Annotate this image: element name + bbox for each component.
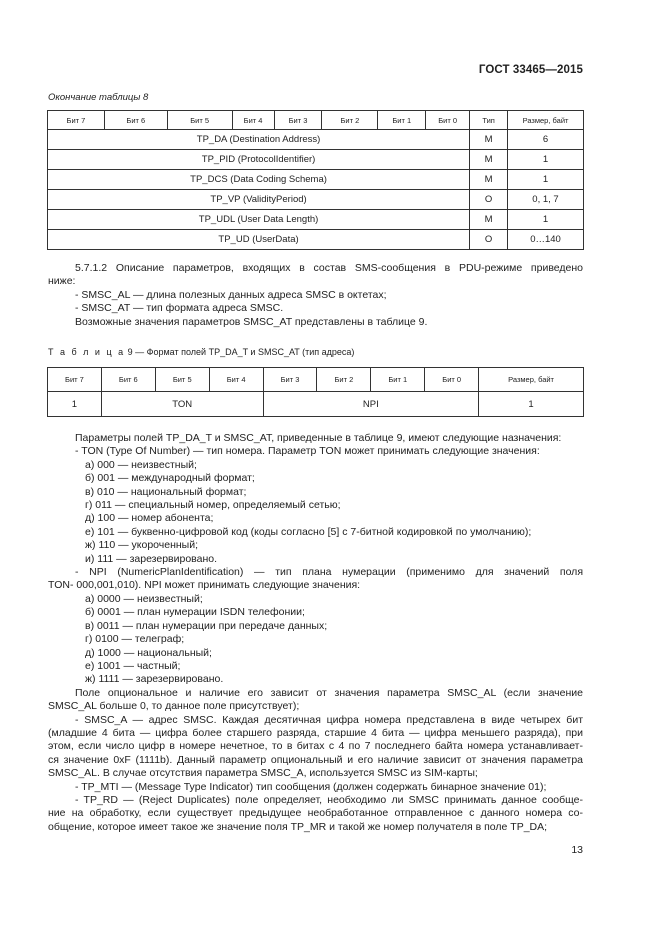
type-cell: M <box>470 210 508 230</box>
list-item: д) 100 — номер абонента; <box>85 512 214 525</box>
paragraph-line: общение, которое имеет такое же значение поля TP_MR и такой же номер получателя в поле TP_DA; <box>48 820 548 833</box>
table-header-row <box>48 111 584 130</box>
paragraph-line: ниже: <box>48 275 76 288</box>
table-row <box>48 210 584 230</box>
header-cell: Бит 6 <box>101 368 155 392</box>
list-item: в) 0011 — план нумерации при передаче данных; <box>85 619 328 632</box>
size-cell: 1 <box>479 392 584 417</box>
header-cell: Тип <box>470 111 508 130</box>
size-cell: 1 <box>508 170 584 190</box>
field-name-cell: TP_VP (ValidityPeriod) <box>48 190 470 210</box>
type-cell: M <box>470 150 508 170</box>
header-cell: Бит 3 <box>263 368 317 392</box>
table8-caption: Окончание таблицы 8 <box>48 92 149 103</box>
list-item: - SMSC_AT — тип формата адреса SMSC. <box>75 302 284 315</box>
table-9 <box>47 367 584 417</box>
list-item: б) 001 — международный формат; <box>85 472 255 485</box>
table9-caption <box>48 347 354 357</box>
header-cell: Бит 3 <box>274 111 322 130</box>
paragraph-line: этом, если число цифр в номере нечетное, то в битах с 4 по 7 последнего байта номера устанавливает- <box>48 740 583 753</box>
paragraph-line: 5.7.1.2 Описание параметров, входящих в состав SMS-сообщения в PDU-режиме приведено <box>75 262 583 274</box>
paragraph-line: SMSC_AL больше 0, то данное поле присутствует); <box>48 700 300 713</box>
list-item: а) 000 — неизвестный; <box>85 458 197 471</box>
type-cell: M <box>470 170 508 190</box>
size-cell: 0, 1, 7 <box>508 190 584 210</box>
paragraph-line: ние на обработку, если существует предыдущее необработанное отправленное с данного номера со- <box>48 807 583 820</box>
document-id: ГОСТ 33465—2015 <box>478 64 583 76</box>
field-name-cell: TP_DCS (Data Coding Schema) <box>48 170 470 190</box>
size-cell: 0…140 <box>508 230 584 250</box>
table-row <box>48 230 584 250</box>
paragraph-line: - SMSC_A — адрес SMSC. Каждая десятичная цифра номера представлена в виде четырех бит <box>75 713 583 726</box>
header-cell: Бит 2 <box>317 368 371 392</box>
paragraph-line: TON- 000,001,010). NPI может принимать следующие значения: <box>48 579 361 592</box>
type-cell: O <box>470 230 508 250</box>
paragraph-line: ся значение 0xF (1111b). Данный параметр опциональный и его наличие зависит от значения параметра <box>48 753 583 766</box>
table-row <box>48 150 584 170</box>
paragraph-line: - TP_RD — (Reject Duplicates) поле определяет, необходимо ли SMSC принимать данное сообще- <box>75 793 583 806</box>
list-item: и) 111 — зарезервировано. <box>85 552 218 565</box>
table-row <box>48 392 584 417</box>
type-cell: M <box>470 130 508 150</box>
list-item: д) 1000 — национальный; <box>85 646 212 659</box>
header-cell: Бит 4 <box>209 368 263 392</box>
header-cell: Бит 5 <box>155 368 209 392</box>
page-number: 13 <box>571 844 583 856</box>
list-item: г) 011 — специальный номер, определяемый сетью; <box>85 499 341 512</box>
size-cell: 1 <box>508 150 584 170</box>
header-cell: Бит 6 <box>104 111 167 130</box>
list-item: а) 0000 — неизвестный; <box>85 592 203 605</box>
list-item: ж) 1111 — зарезервировано. <box>85 673 224 686</box>
table-row <box>48 190 584 210</box>
ton-cell: TON <box>101 392 263 417</box>
field-name-cell: TP_PID (ProtocolIdentifier) <box>48 150 470 170</box>
header-cell: Бит 1 <box>378 111 426 130</box>
table9-caption-prefix: Т а б л и ц а <box>48 347 126 357</box>
header-cell: Бит 5 <box>167 111 232 130</box>
body-text <box>48 432 583 834</box>
section-5-7-1-2 <box>48 262 583 329</box>
header-cell: Бит 0 <box>425 368 479 392</box>
list-item: е) 101 — буквенно-цифровой код (коды согласно [5] с 7-битной кодировкой по умолчанию); <box>85 525 532 538</box>
paragraph-line: Параметры полей TP_DA_T и SMSC_AT, приведенные в таблице 9, имеют следующие назначения: <box>75 432 562 444</box>
list-item: - TON (Type Of Number) — тип номера. Параметр TON может принимать следующие значения: <box>75 445 540 458</box>
list-item: - SMSC_AL — длина полезных данных адреса SMSC в октетах; <box>75 288 387 301</box>
paragraph-line: (младшие 4 бита — цифра более старшего разряда, старшие 4 бита — цифра меньшего разряда), при <box>48 726 583 739</box>
npi-cell: NPI <box>263 392 479 417</box>
size-cell: 1 <box>508 210 584 230</box>
header-cell: Бит 4 <box>232 111 274 130</box>
list-item: б) 0001 — план нумерации ISDN телефонии; <box>85 606 305 619</box>
list-item: в) 010 — национальный формат; <box>85 485 247 498</box>
table-header-row <box>48 368 584 392</box>
paragraph-line: - TP_MTI — (Message Type Indicator) тип сообщения (должен содержать бинарное значение 01); <box>75 780 547 793</box>
header-cell: Бит 7 <box>48 368 102 392</box>
list-item: - NPI (NumericPlanIdentification) — тип плана нумерации (применимо для значений поля <box>75 566 583 579</box>
table-row <box>48 130 584 150</box>
table9-caption-text: 9 — Формат полей TP_DA_T и SMSC_AT (тип адреса) <box>127 347 355 357</box>
list-item: г) 0100 — телеграф; <box>85 633 185 646</box>
header-cell: Размер, байт <box>508 111 584 130</box>
field-name-cell: TP_UDL (User Data Length) <box>48 210 470 230</box>
size-cell: 6 <box>508 130 584 150</box>
paragraph-line: Поле опциональное и наличие его зависит от значения параметра SMSC_AL (если значение <box>75 686 583 699</box>
field-name-cell: TP_UD (UserData) <box>48 230 470 250</box>
header-cell: Размер, байт <box>479 368 584 392</box>
type-cell: O <box>470 190 508 210</box>
header-cell: Бит 7 <box>48 111 105 130</box>
table-8 <box>47 110 584 250</box>
list-item: е) 1001 — частный; <box>85 659 181 672</box>
bit7-cell: 1 <box>48 392 102 417</box>
field-name-cell: TP_DA (Destination Address) <box>48 130 470 150</box>
paragraph-line: Возможные значения параметров SMSC_AT представлены в таблице 9. <box>75 315 428 328</box>
paragraph-line: SMSC_AL. В случае отсутствия параметра SMSC_A, используется SMSC из SIM-карты; <box>48 767 478 780</box>
header-cell: Бит 2 <box>322 111 378 130</box>
header-cell: Бит 0 <box>426 111 470 130</box>
list-item: ж) 110 — укороченный; <box>85 539 198 552</box>
table-row <box>48 170 584 190</box>
header-cell: Бит 1 <box>371 368 425 392</box>
